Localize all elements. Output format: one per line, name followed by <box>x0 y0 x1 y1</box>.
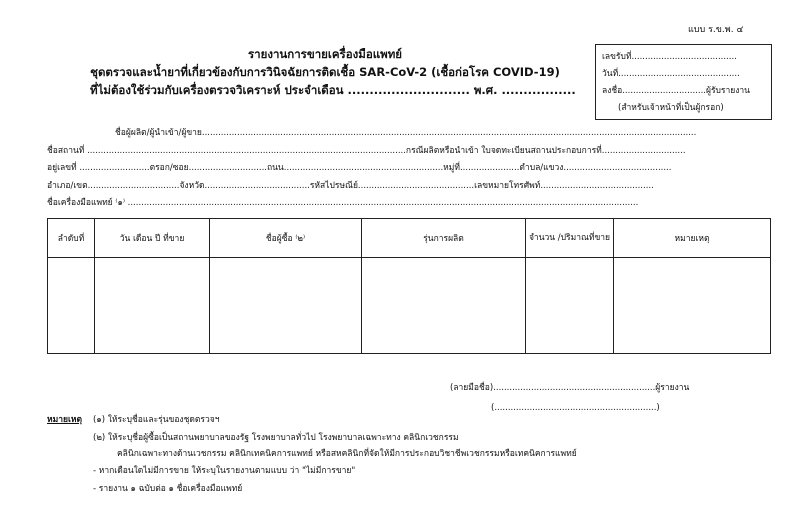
receipt-number-field[interactable]: เลขรับที่....................................... <box>602 52 737 62</box>
note-item-3: - หากเดือนใดไม่มีการขาย ให้ระบุในรายงานตามแบบ ว่า "ไม่มีการขาย" <box>93 466 356 476</box>
form-title-line2: ชุดตรวจและน้ำยาที่เกี่ยวข้องกับการวินิจฉัยการติดเชื้อ SAR-CoV-2 (เชื้อก่อโรค COVID-19) <box>90 65 560 79</box>
reporter-name-line[interactable]: (............................................................) <box>491 403 660 413</box>
address-field[interactable]: อยู่เลขที่ ..........................ตรอก/ซอย.............................ถนน...........................................................หมู่ที่......................ตำบล/แขวง........................................ <box>47 163 672 173</box>
note-item-2: (๒) ให้ระบุชื่อผู้ซื้อเป็นสถานพยาบาลของรัฐ โรงพยาบาลทั่วไป โรงพยาบาลเฉพาะทาง คลินิกเวชกรรม <box>93 433 459 443</box>
office-use-note: (สำหรับเจ้าหน้าที่เป็นผู้กรอก) <box>618 103 724 113</box>
sales-table <box>47 218 771 354</box>
cell-buyer[interactable] <box>210 258 362 354</box>
receipt-date-field[interactable]: วันที่............................................. <box>602 69 740 79</box>
cell-remarks[interactable] <box>614 258 771 354</box>
note-item-2-cont: คลินิกเฉพาะทางด้านเวชกรรม คลินิกเทคนิคการแพทย์ หรือสหคลินิกที่จัดให้มีการประกอบวิชาชีพเวชกรรมหรือเทคนิคการแพทย์ <box>117 449 577 459</box>
receiver-signature-field[interactable]: ลงชื่อ...............................ผู้รับรายงาน <box>602 86 750 96</box>
manufacturer-field[interactable]: ชื่อผู้ผลิต/ผู้นำเข้า/ผู้ขาย....................................................................................................................................................................................... <box>115 128 697 138</box>
notes-heading: หมายเหตุ <box>47 415 82 425</box>
cell-lot[interactable] <box>362 258 526 354</box>
reporter-signature-line[interactable]: (ลายมือชื่อ)............................................................ผู้รายงาน <box>450 383 690 393</box>
office-use-box <box>595 44 772 120</box>
district-field[interactable]: อำเภอ/เขต..................................จังหวัด.......................................รหัสไปรษณีย์...........................................เลขหมายโทรศัพท์.......................................... <box>47 181 654 191</box>
col-header-lot: รุ่นการผลิต <box>362 219 526 258</box>
form-title-line3: ที่ไม่ต้องใช้ร่วมกับเครื่องตรวจวิเคราะห์ ประจำเดือน ............................ พ.ศ. ................. <box>90 83 576 97</box>
cell-order[interactable] <box>48 258 95 354</box>
cell-sale-date[interactable] <box>95 258 210 354</box>
note-item-1: (๑) ให้ระบุชื่อและรุ่นของชุดตรวจฯ <box>93 415 220 425</box>
cell-quantity[interactable] <box>526 258 614 354</box>
premises-field[interactable]: ชื่อสถานที่ ......................................................................................................................กรณีผลิตหรือนำเข้า ใบจดทะเบียนสถานประกอบการที่............................... <box>47 146 686 156</box>
form-code: แบบ ร.ข.พ. ๔ <box>688 25 744 35</box>
col-header-quantity: จำนวน /ปริมาณที่ขาย <box>526 219 614 258</box>
device-name-field[interactable]: ชื่อเครื่องมือแพทย์ ⁽๑⁾ ............................................................................................................................................................................................. <box>47 198 639 208</box>
col-header-remarks: หมายเหตุ <box>614 219 771 258</box>
col-header-buyer: ชื่อผู้ซื้อ ⁽๒⁾ <box>210 219 362 258</box>
table-header-row <box>48 219 771 258</box>
col-header-order: ลำดับที่ <box>48 219 95 258</box>
note-item-4: - รายงาน ๑ ฉบับต่อ ๑ ชื่อเครื่องมือแพทย์ <box>93 484 243 494</box>
col-header-sale-date: วัน เดือน ปี ที่ขาย <box>95 219 210 258</box>
form-title-line1: รายงานการขายเครื่องมือแพทย์ <box>247 47 403 61</box>
table-body-row <box>48 258 771 354</box>
